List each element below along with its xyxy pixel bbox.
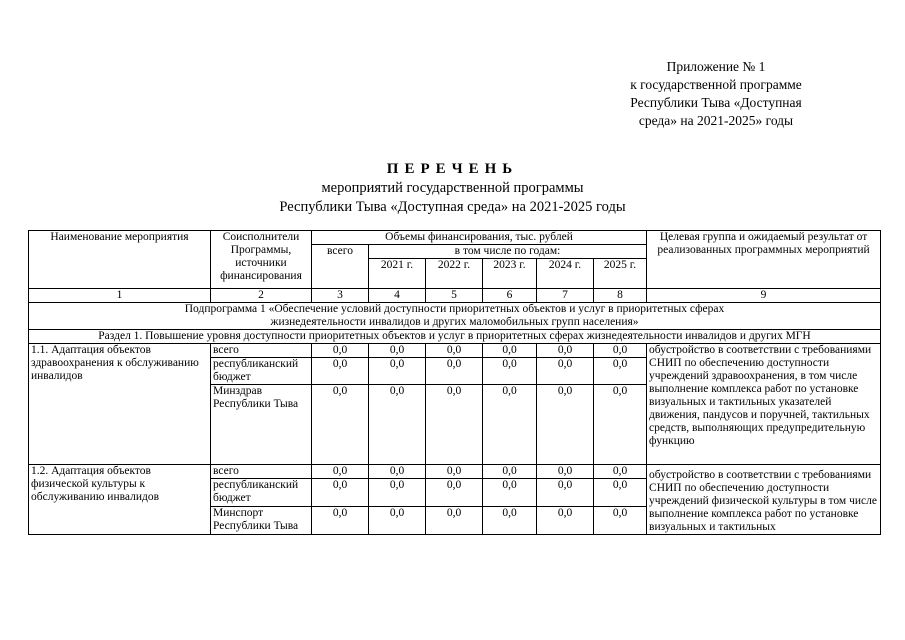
- value-cell: 0,0: [369, 344, 426, 358]
- value-cell: 0,0: [369, 358, 426, 385]
- column-number: 6: [483, 289, 537, 303]
- source-label: Минспорт Республики Тыва: [211, 507, 312, 535]
- column-number: 8: [594, 289, 647, 303]
- header-year: 2021 г.: [369, 259, 426, 289]
- header-year: 2022 г.: [426, 259, 483, 289]
- header-row-1: [29, 231, 881, 245]
- section-row: [29, 330, 881, 344]
- value-cell: 0,0: [312, 358, 369, 385]
- value-cell: 0,0: [369, 507, 426, 535]
- value-cell: 0,0: [483, 344, 537, 358]
- value-cell: 0,0: [483, 479, 537, 507]
- expected-result: обустройство в соответствии с требованиями СНИП по обеспечению доступности учреждений здравоохранения, в том числе выполнение комплекса работ по установке визуальных и тактильных указателей движения, пандусов и поручней, тактильных средств, выполняющих предупредительную функцию: [647, 344, 881, 465]
- document-title: [0, 160, 905, 217]
- column-number: 4: [369, 289, 426, 303]
- value-cell: 0,0: [537, 358, 594, 385]
- value-cell: 0,0: [594, 385, 647, 465]
- value-cell: 0,0: [537, 507, 594, 535]
- header-by-year: в том числе по годам:: [369, 245, 647, 259]
- expected-result: обустройство в соответствии с требованиями СНИП по обеспечению доступности учреждений физической культуры в том числе выполнение комплекса работ по установке визуальных и тактильных: [647, 465, 881, 535]
- value-cell: 0,0: [537, 385, 594, 465]
- header-year: 2025 г.: [594, 259, 647, 289]
- table-row: [29, 344, 881, 358]
- value-cell: 0,0: [426, 465, 483, 479]
- subprogram-row: [29, 303, 881, 330]
- header-year: 2024 г.: [537, 259, 594, 289]
- value-cell: 0,0: [369, 465, 426, 479]
- value-cell: 0,0: [483, 465, 537, 479]
- title-main: ПЕРЕЧЕНЬ: [386, 161, 519, 177]
- value-cell: 0,0: [426, 344, 483, 358]
- source-label: всего: [211, 465, 312, 479]
- subprogram-title: Подпрограмма 1 «Обеспечение условий доступности приоритетных объектов и услуг в приоритетных сферах жизнедеятельности инвалидов и других маломобильных групп населения»: [29, 303, 881, 330]
- column-number: 5: [426, 289, 483, 303]
- value-cell: 0,0: [426, 507, 483, 535]
- header-col-result: Целевая группа и ожидаемый результат от реализованных программных мероприятий: [647, 231, 881, 289]
- value-cell: 0,0: [483, 507, 537, 535]
- header-year: 2023 г.: [483, 259, 537, 289]
- measure-name: 1.1. Адаптация объектов здравоохранения к обслуживанию инвалидов: [29, 344, 211, 465]
- appendix-line-1: Приложение № 1: [666, 59, 766, 74]
- source-label: республиканский бюджет: [211, 479, 312, 507]
- value-cell: 0,0: [537, 465, 594, 479]
- title-line-2: мероприятий государственной программы: [321, 180, 584, 196]
- value-cell: 0,0: [594, 507, 647, 535]
- column-number: 1: [29, 289, 211, 303]
- title-line-3: Республики Тыва «Доступная среда» на 2021-2025 годы: [279, 199, 626, 215]
- header-col-sources: Соисполнители Программы, источники финансирования: [211, 231, 312, 289]
- header-col-name: Наименование мероприятия: [29, 231, 211, 289]
- appendix-line-4: среда» на 2021-2025» годы: [638, 113, 794, 128]
- column-number: 2: [211, 289, 312, 303]
- value-cell: 0,0: [594, 465, 647, 479]
- column-numbers-row: [29, 289, 881, 303]
- value-cell: 0,0: [537, 344, 594, 358]
- appendix-note: [596, 58, 836, 130]
- measures-table: [28, 230, 881, 535]
- value-cell: 0,0: [312, 479, 369, 507]
- value-cell: 0,0: [537, 479, 594, 507]
- value-cell: 0,0: [594, 358, 647, 385]
- column-number: 3: [312, 289, 369, 303]
- value-cell: 0,0: [312, 465, 369, 479]
- value-cell: 0,0: [312, 344, 369, 358]
- value-cell: 0,0: [594, 479, 647, 507]
- value-cell: 0,0: [369, 479, 426, 507]
- value-cell: 0,0: [594, 344, 647, 358]
- value-cell: 0,0: [312, 507, 369, 535]
- section-title: Раздел 1. Повышение уровня доступности приоритетных объектов и услуг в приоритетных сферах жизнедеятельности инвалидов и других МГН: [29, 330, 881, 344]
- value-cell: 0,0: [483, 358, 537, 385]
- header-total: всего: [312, 245, 369, 289]
- header-funding: Объемы финансирования, тыс. рублей: [312, 231, 647, 245]
- value-cell: 0,0: [483, 385, 537, 465]
- value-cell: 0,0: [426, 479, 483, 507]
- column-number: 9: [647, 289, 881, 303]
- value-cell: 0,0: [312, 385, 369, 465]
- source-label: республиканский бюджет: [211, 358, 312, 385]
- table-row: [29, 465, 881, 479]
- appendix-line-2: к государственной программе: [630, 77, 802, 92]
- source-label: Минздрав Республики Тыва: [211, 385, 312, 465]
- measure-name: 1.2. Адаптация объектов физической культуры к обслуживанию инвалидов: [29, 465, 211, 535]
- appendix-line-3: Республики Тыва «Доступная: [630, 95, 802, 110]
- value-cell: 0,0: [369, 385, 426, 465]
- source-label: всего: [211, 344, 312, 358]
- column-number: 7: [537, 289, 594, 303]
- value-cell: 0,0: [426, 385, 483, 465]
- value-cell: 0,0: [426, 358, 483, 385]
